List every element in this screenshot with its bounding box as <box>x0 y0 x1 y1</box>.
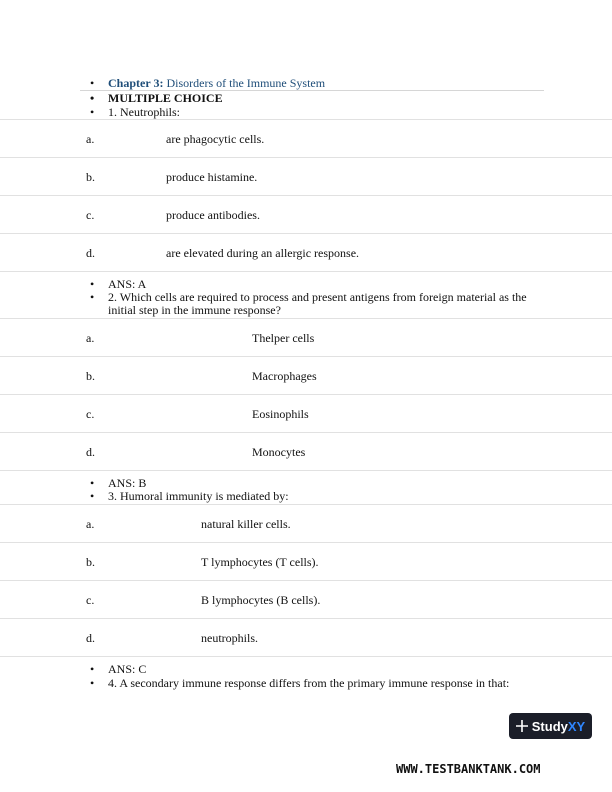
option-text: T lymphocytes (T cells). <box>201 555 319 569</box>
option-row <box>0 356 612 394</box>
option-row <box>0 233 612 272</box>
option-letter: d. <box>86 246 95 260</box>
chapter-label: Chapter 3: <box>108 76 164 90</box>
option-letter: a. <box>86 331 95 345</box>
question-2-options <box>0 318 612 471</box>
bullet: • <box>90 76 95 90</box>
option-letter: c. <box>86 407 95 421</box>
plus-icon <box>516 720 528 732</box>
logo-highlight: XY <box>567 718 586 734</box>
answer-text: ANS: C <box>108 662 147 676</box>
section-heading-text: MULTIPLE CHOICE <box>108 91 223 105</box>
option-row <box>0 119 612 157</box>
option-letter: b. <box>86 170 95 184</box>
option-text: B lymphocytes (B cells). <box>201 593 321 607</box>
option-letter: c. <box>86 208 95 222</box>
bullet: • <box>90 476 95 490</box>
bullet: • <box>90 676 95 690</box>
option-text: produce histamine. <box>166 170 258 184</box>
answer-text: ANS: B <box>108 476 147 490</box>
option-row <box>0 618 612 657</box>
bullet: • <box>90 105 95 119</box>
option-text: Monocytes <box>252 445 306 459</box>
option-text: produce antibodies. <box>166 208 260 222</box>
option-row <box>0 504 612 542</box>
studyxy-logo <box>509 713 592 739</box>
option-text: Macrophages <box>252 369 317 383</box>
bullet: • <box>90 489 95 503</box>
option-row <box>0 542 612 580</box>
option-letter: d. <box>86 445 95 459</box>
question-1-options <box>0 119 612 272</box>
question-3-options <box>0 504 612 657</box>
bullet: • <box>90 662 95 676</box>
bullet: • <box>90 290 95 304</box>
option-letter: b. <box>86 555 95 569</box>
option-row <box>0 157 612 195</box>
option-text: are elevated during an allergic response. <box>166 246 360 260</box>
option-letter: d. <box>86 631 95 645</box>
option-row <box>0 394 612 432</box>
bullet: • <box>90 91 95 105</box>
option-row <box>0 195 612 233</box>
option-row <box>0 580 612 618</box>
option-letter: a. <box>86 132 95 146</box>
option-text: Thelper cells <box>252 331 315 345</box>
question-1-stem-text: 1. Neutrophils: <box>108 105 180 119</box>
option-text: are phagocytic cells. <box>166 132 265 146</box>
option-letter: a. <box>86 517 95 531</box>
option-letter: c. <box>86 593 95 607</box>
option-text: natural killer cells. <box>201 517 291 531</box>
option-row <box>0 318 612 356</box>
footer-site: WWW.TESTBANKTANK.COM <box>396 762 541 776</box>
question-2-stem-text: 2. Which cells are required to process and present antigens from foreign material as the initial step in the immune response? <box>108 290 527 317</box>
chapter-title: Disorders of the Immune System <box>166 76 326 90</box>
option-letter: b. <box>86 369 95 383</box>
logo-text: Study <box>531 718 568 734</box>
option-text: neutrophils. <box>201 631 258 645</box>
option-row <box>0 432 612 471</box>
question-3-stem-text: 3. Humoral immunity is mediated by: <box>108 489 289 503</box>
answer-text: ANS: A <box>108 277 147 291</box>
bullet: • <box>90 277 95 291</box>
option-text: Eosinophils <box>252 407 309 421</box>
question-4-stem-text: 4. A secondary immune response differs from the primary immune response in that: <box>108 676 510 690</box>
